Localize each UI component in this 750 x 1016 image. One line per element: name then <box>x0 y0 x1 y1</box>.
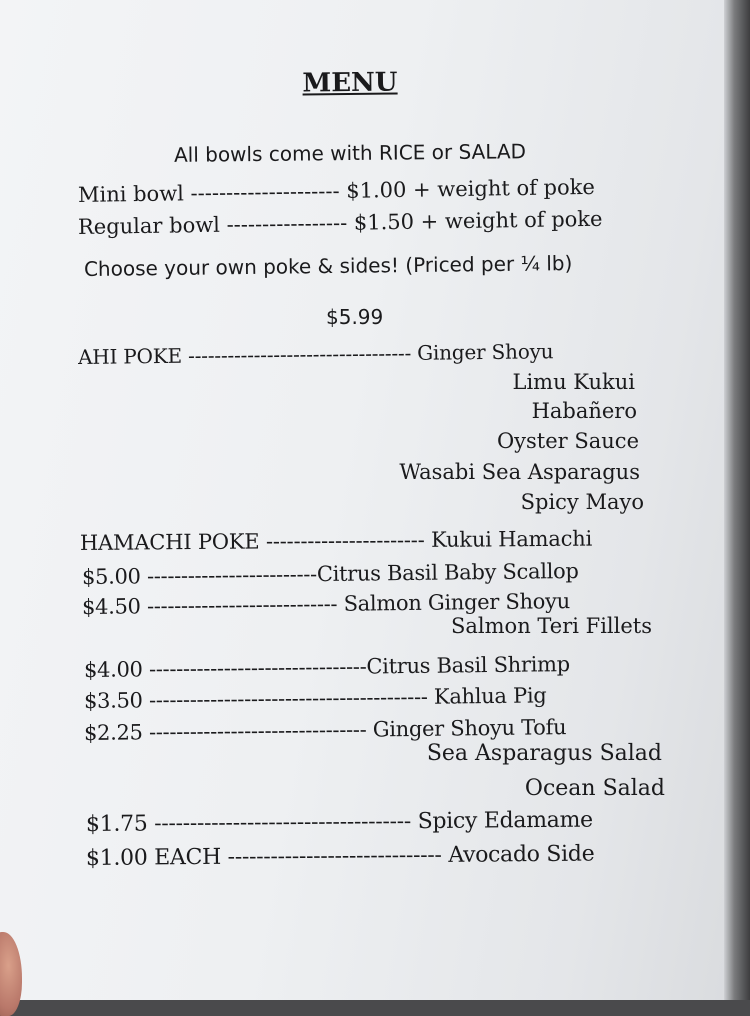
hamachi-poke-line: HAMACHI POKE ----------------------- Kukui Hamachi <box>79 526 593 555</box>
ahi-item-wasabi-sea-asparagus: Wasabi Sea Asparagus <box>399 460 640 484</box>
paper-edge-shadow <box>724 0 750 1000</box>
ahi-item-limu-kukui: Limu Kukui <box>512 370 635 394</box>
price-400-line: $4.00 --------------------------------Citrus Basil Shrimp <box>83 652 570 682</box>
menu-title: MENU <box>302 67 398 99</box>
price-225-line: $2.25 -------------------------------- Ginger Shoyu Tofu <box>83 715 567 745</box>
regular-bowl-line: Regular bowl ----------------- $1.50 + weight of poke <box>77 206 603 239</box>
mini-bowl-line: Mini bowl --------------------- $1.00 + weight of poke <box>77 174 595 207</box>
bowls-note: All bowls come with RICE or SALAD <box>173 139 527 167</box>
base-price: $5.99 <box>326 305 384 329</box>
price-500-line: $5.00 -------------------------Citrus Basil Baby Scallop <box>81 558 579 589</box>
price-350-line: $3.50 ----------------------------------------- Kahlua Pig <box>83 683 547 713</box>
ahi-item-spicy-mayo: Spicy Mayo <box>520 490 644 514</box>
price-175-line: $1.75 ------------------------------------ Spicy Edamame <box>85 807 593 837</box>
salmon-teri-fillets: Salmon Teri Fillets <box>451 614 652 638</box>
choose-note: Choose your own poke & sides! (Priced per ¼ lb) <box>83 251 573 281</box>
ahi-item-habanero: Habañero <box>531 399 637 423</box>
ahi-item-oyster-sauce: Oyster Sauce <box>496 429 639 453</box>
ahi-poke-line: AHI POKE ---------------------------------- Ginger Shoyu <box>77 339 554 369</box>
price-100-line: $1.00 EACH ------------------------------ Avocado Side <box>85 841 595 871</box>
ocean-salad: Ocean Salad <box>524 776 665 801</box>
sea-asparagus-salad: Sea Asparagus Salad <box>426 741 662 766</box>
price-450-line: $4.50 ---------------------------- Salmon Ginger Shoyu <box>81 589 570 619</box>
